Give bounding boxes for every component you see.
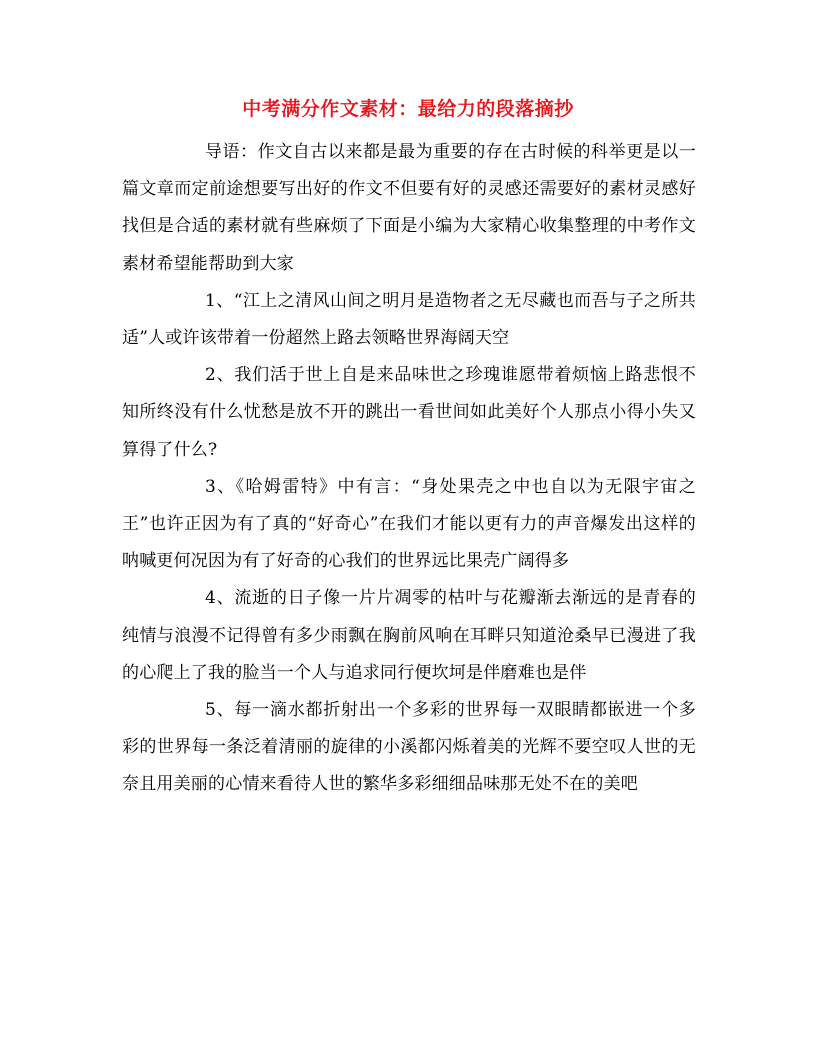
excerpt-paragraph-3: 3、《哈姆雷特》中有言：“身处果壳之中也自以为无限宇宙之王”也许正因为有了真的“好奇心”在我们才能以更有力的声音爆发出这样的呐喊更何况因为有了好奇的心我们的世界远比果壳广阔得多: [122, 476, 696, 572]
document-body: [122, 134, 696, 804]
document-title: 中考满分作文素材：最给力的段落摘抄: [242, 98, 574, 120]
excerpt-paragraph-1: 1、“江上之清风山间之明月是造物者之无尽藏也而吾与子之所共适”人或许该带着一份超然上路去领略世界海阔天空: [122, 290, 696, 349]
intro-paragraph: 导语：作文自古以来都是最为重要的存在古时候的科举更是以一篇文章而定前途想要写出好的作文不但要有好的灵感还需要好的素材灵感好找但是合适的素材就有些麻烦了下面是小编为大家精心收集整理的中考作文素材希望能帮助到大家: [122, 142, 696, 274]
excerpt-paragraph-4: 4、流逝的日子像一片片凋零的枯叶与花瓣渐去渐远的是青春的纯情与浪漫不记得曾有多少雨飘在胸前风响在耳畔只知道沧桑早已漫进了我的心爬上了我的脸当一个人与追求同行便坎坷是伴磨难也是伴: [122, 588, 696, 683]
excerpt-paragraph-5: 5、每一滴水都折射出一个多彩的世界每一双眼睛都嵌进一个多彩的世界每一条泛着清丽的旋律的小溪都闪烁着美的光辉不要空叹人世的无奈且用美丽的心情来看待人世的繁华多彩细细品味那无处不在的美吧: [122, 700, 696, 795]
excerpt-paragraph-2: 2、我们活于世上自是来品味世之珍瑰谁愿带着烦恼上路悲恨不知所终没有什么忧愁是放不开的跳出一看世间如此美好个人那点小得小失又算得了什么?: [122, 365, 696, 460]
